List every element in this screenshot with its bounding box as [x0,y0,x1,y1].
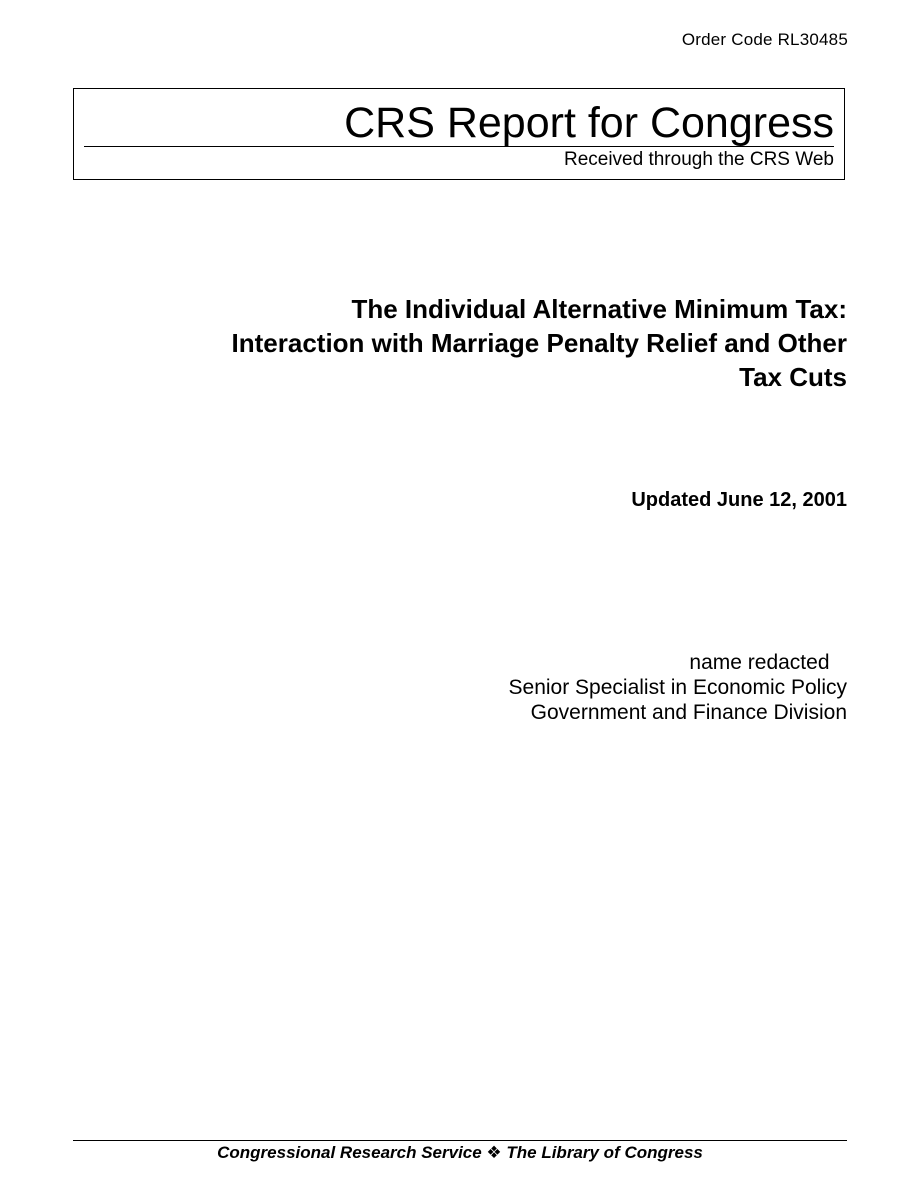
report-subtitle: Received through the CRS Web [563,149,834,170]
updated-date: Updated June 12, 2001 [631,489,847,511]
document-title-line-1: The Individual Alternative Minimum Tax: [351,294,847,324]
author-division: Government and Finance Division [530,701,847,724]
author-position: Senior Specialist in Economic Policy [508,676,847,699]
author-block [509,650,847,725]
order-code: Order Code RL30485 [681,30,848,49]
document-title [127,292,847,394]
footer-text: Congressional Research Service ❖ The Library of Congress [217,1143,703,1162]
report-header-rule [84,146,834,147]
document-title-line-2: Interaction with Marriage Penalty Relief and Other [231,328,847,358]
report-header-box [73,88,845,180]
footer-rule [73,1140,847,1141]
author-name: name redacted [689,651,847,674]
report-title: CRS Report for Congress [344,99,834,147]
document-title-line-3: Tax Cuts [739,362,847,392]
